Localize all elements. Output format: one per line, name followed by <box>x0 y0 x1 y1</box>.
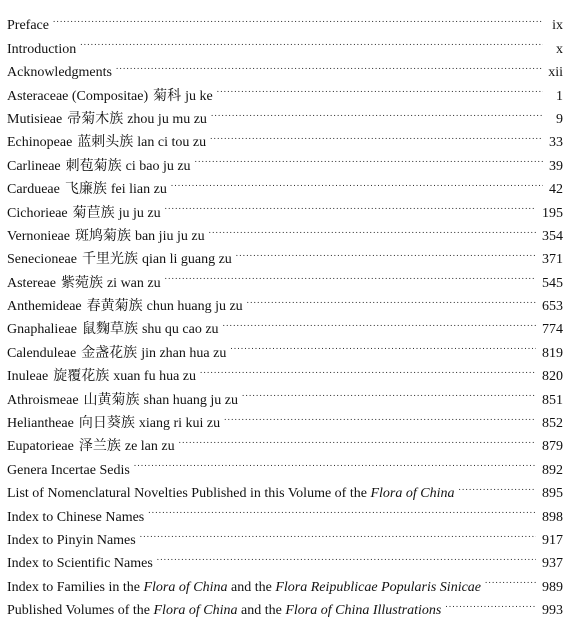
entry-title: Genera Incertae Sedis <box>7 462 130 478</box>
entry-chinese-name: 千里光族 <box>81 252 138 268</box>
page-number: 895 <box>542 486 563 502</box>
entry-chinese-name: 泽兰族 <box>78 439 121 455</box>
dot-leader <box>171 170 543 193</box>
page-number: 851 <box>542 392 563 408</box>
toc-entry[interactable] <box>7 53 563 81</box>
page-number: 917 <box>542 532 563 548</box>
entry-title: Anthemideae <box>7 299 82 315</box>
page-number: 39 <box>549 158 563 174</box>
entry-title-italic: Flora of China <box>370 486 455 502</box>
page-number: 989 <box>542 579 563 595</box>
entry-title: Carlineae <box>7 158 61 174</box>
dot-leader <box>134 450 536 473</box>
entry-title: Eupatorieae <box>7 439 74 455</box>
page-number: 820 <box>542 369 563 385</box>
page-number: 545 <box>542 275 563 291</box>
entry-chinese-name: 紫菀族 <box>60 275 103 291</box>
page-number: 937 <box>542 556 563 572</box>
entry-pinyin: ci bao ju zu <box>125 158 191 174</box>
entry-title: Index to Pinyin Names <box>7 532 136 548</box>
entry-chinese-name: 菊科 <box>153 88 182 104</box>
entry-pinyin: fei lian zu <box>110 182 167 198</box>
dot-leader <box>148 497 536 520</box>
entry-title-middle: and the <box>231 579 272 595</box>
entry-pinyin: ju ju zu <box>118 205 161 221</box>
entry-title: Cardueae <box>7 182 60 198</box>
page-number: 819 <box>542 345 563 361</box>
entry-title: Acknowledgments <box>7 65 112 81</box>
entry-pinyin: zi wan zu <box>106 275 161 291</box>
entry-chinese-name: 旋覆花族 <box>53 369 110 385</box>
entry-pinyin: lan ci tou zu <box>137 135 207 151</box>
dot-leader <box>210 123 543 146</box>
entry-title: List of Nomenclatural Novelties Published in this Volume of the <box>7 486 367 502</box>
page-number: 892 <box>542 462 563 478</box>
dot-leader <box>242 380 536 403</box>
dot-leader <box>230 333 536 356</box>
dot-leader <box>179 427 536 450</box>
entry-chinese-name: 飞廉族 <box>64 182 107 198</box>
page-number: 774 <box>542 322 563 338</box>
entry-pinyin: chun huang ju zu <box>146 299 243 315</box>
entry-title: Inuleae <box>7 369 49 385</box>
entry-chinese-name: 向日葵族 <box>78 416 135 432</box>
entry-title: Calenduleae <box>7 345 77 361</box>
entry-title: Cichorieae <box>7 205 68 221</box>
page-number: 1 <box>556 88 563 104</box>
page-number: 9 <box>556 111 563 127</box>
entry-pinyin: ban jiu ju zu <box>134 228 205 244</box>
page-number: 42 <box>549 182 563 198</box>
page-number: 33 <box>549 135 563 151</box>
entry-pinyin: ze lan zu <box>124 439 175 455</box>
entry-chinese-name: 菊苣族 <box>72 205 115 221</box>
entry-title: Index to Chinese Names <box>7 509 145 525</box>
dot-leader <box>165 263 536 286</box>
dot-leader <box>157 544 536 567</box>
entry-title: Vernonieae <box>7 228 70 244</box>
dot-leader <box>485 567 536 590</box>
entry-pinyin: qian li guang zu <box>141 252 232 268</box>
toc-entry[interactable] <box>7 29 563 57</box>
dot-leader <box>200 357 536 380</box>
entry-title: Gnaphalieae <box>7 322 77 338</box>
entry-chinese-name: 蓝刺头族 <box>77 135 134 151</box>
entry-chinese-name: 斑鸠菊族 <box>74 228 131 244</box>
page-number: 993 <box>542 603 563 619</box>
dot-leader <box>195 146 543 169</box>
entry-title: Echinopeae <box>7 135 73 151</box>
page-number: xii <box>548 65 563 81</box>
entry-chinese-name: 春黄菊族 <box>86 299 143 315</box>
entry-pinyin: xiang ri kui zu <box>138 416 221 432</box>
page-number: 879 <box>542 439 563 455</box>
entry-chinese-name: 山黄菊族 <box>83 392 140 408</box>
dot-leader <box>209 217 536 240</box>
page-number: 898 <box>542 509 563 525</box>
entry-title: Astereae <box>7 275 56 291</box>
entry-chinese-name: 刺苞菊族 <box>65 158 122 174</box>
page-number: 653 <box>542 299 563 315</box>
dot-leader <box>217 76 543 99</box>
dot-leader <box>247 287 536 310</box>
table-of-contents <box>7 6 563 619</box>
entry-title: Published Volumes of the <box>7 603 150 619</box>
entry-title-italic: Flora of China <box>153 603 238 619</box>
page-number: x <box>556 41 563 57</box>
entry-pinyin: xuan fu hua zu <box>113 369 197 385</box>
dot-leader <box>116 53 542 76</box>
entry-title: Index to Scientific Names <box>7 556 153 572</box>
page-number: 354 <box>542 228 563 244</box>
page-number: ix <box>552 18 563 34</box>
entry-pinyin: shu qu cao zu <box>141 322 219 338</box>
dot-leader <box>165 193 536 216</box>
entry-chinese-name: 鼠麴草族 <box>81 322 138 338</box>
entry-title: Asteraceae (Compositae) <box>7 88 149 104</box>
dot-leader <box>223 310 536 333</box>
entry-pinyin: shan huang ju zu <box>143 392 239 408</box>
entry-title: Introduction <box>7 41 77 57</box>
entry-title: Index to Families in the <box>7 579 140 595</box>
dot-leader <box>53 6 543 29</box>
dot-leader <box>80 29 543 52</box>
entry-title: Preface <box>7 18 49 34</box>
entry-pinyin: jin zhan hua zu <box>141 345 227 361</box>
dot-leader <box>236 240 536 263</box>
entry-title: Heliantheae <box>7 416 74 432</box>
entry-title: Athroismeae <box>7 392 79 408</box>
entry-chinese-name: 金盏花族 <box>81 345 138 361</box>
entry-title: Mutisieae <box>7 111 63 127</box>
entry-title-italic-2: Flora Reipublicae Popularis Sinicae <box>275 579 482 595</box>
page-number: 371 <box>542 252 563 268</box>
dot-leader <box>224 404 536 427</box>
entry-title: Senecioneae <box>7 252 77 268</box>
entry-title-middle: and the <box>241 603 282 619</box>
entry-pinyin: ju ke <box>185 88 213 104</box>
entry-title-italic: Flora of China <box>143 579 228 595</box>
dot-leader <box>140 521 536 544</box>
entry-title-italic-2: Flora of China Illustrations <box>285 603 442 619</box>
dot-leader <box>211 100 543 123</box>
toc-entry[interactable] <box>7 6 563 34</box>
dot-leader <box>445 591 536 614</box>
entry-chinese-name: 帚菊木族 <box>67 111 124 127</box>
entry-pinyin: zhou ju mu zu <box>127 111 207 127</box>
dot-leader <box>458 474 536 497</box>
page-number: 852 <box>542 416 563 432</box>
page-number: 195 <box>542 205 563 221</box>
